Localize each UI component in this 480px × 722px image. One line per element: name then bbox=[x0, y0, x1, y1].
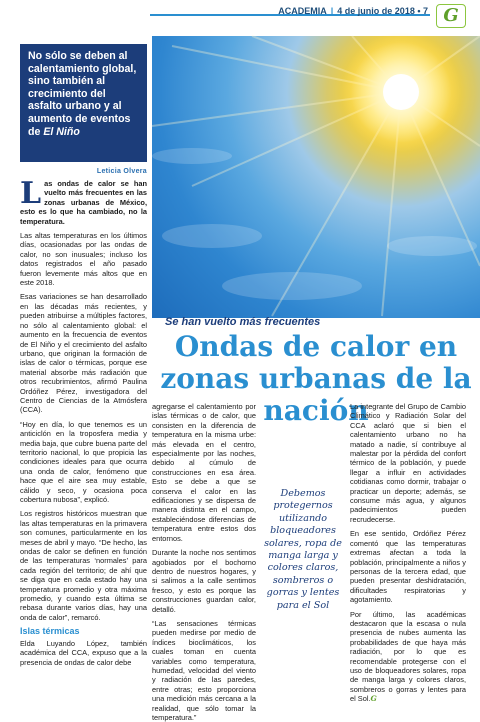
headline-kicker: Se han vuelto más frecuentes bbox=[165, 316, 321, 328]
page-number: 7 bbox=[422, 6, 428, 16]
paragraph: La integrante del Grupo de Cambio Climático y Radiación Solar del CCA aclaró que si bien el calentamiento urbano no ha matado a nadie, sí contribuye al malestar por la pérdida del confort térmico de la población, y puede llegar a influir en actividades cotidianas como dormir, trabajar o practicar un deporte; además, se consume más agua, y algunos padecimientos pueden recrudecerse. bbox=[350, 402, 466, 524]
paragraph: “Las sensaciones térmicas pueden medirse por medio de índices bioclimáticos, los cuales toman en cuenta variables como temperatura, humedad, velocidad del viento y radiación de las paredes, entre otras; esto proporciona una medición más cercana a la realidad, que sólo tomar la temperatura.” bbox=[152, 618, 256, 722]
paragraph bbox=[350, 610, 466, 704]
lead-text: as ondas de calor se han vuelto más frecuentes en las zonas urbanas de México, esto es lo que ha cambiado, no la temperatura. bbox=[20, 179, 147, 226]
pull-quote: Debemos protegernos utilizando bloqueadores solares, ropa de manga larga y colores claros, sombreros o gorras y lentes para el Sol bbox=[264, 488, 342, 611]
closing-text: Por último, las académicas destacaron que la escasa o nula presencia de nubes aumenta las probabilidades de que haya más radiación, por lo que es recomendable protegerse con el uso de bloqueadores solares, ropa de manga larga y colores claros, sombreros o gorras y lentes para el Sol. bbox=[350, 609, 466, 704]
paragraph: agregarse el calentamiento por islas térmicas o de calor, que consisten en la diferencia de temperatura en la misma urbe: más elevada en el centro, especialmente por las noches, debido al cúmulo de construcciones en esa área. Esto se debe a que se conserva el calor en las edificaciones y se dispersa de manera distinta en el campo, estableciéndose diferencias de temperatura entre estos dos entornos. bbox=[152, 402, 256, 543]
author-byline: Leticia Olvera bbox=[96, 168, 147, 175]
gaceta-logo-icon: G bbox=[436, 4, 466, 28]
section-subhead: Islas térmicas bbox=[20, 626, 80, 637]
deck-text: No sólo se deben al calentamiento global, sino también al crecimiento del asfalto urbano y al aumento de eventos de bbox=[28, 50, 137, 138]
header-separator: | bbox=[330, 6, 334, 16]
date-page-separator: • bbox=[414, 6, 423, 16]
end-mark-icon: G bbox=[370, 694, 377, 704]
paragraph: En ese sentido, Ordóñez Pérez comentó que las temperaturas extremas afectan a toda la población, principalmente a niños y personas de la tercera edad, que pueden presentar deshidratación, dificultades respiratorias y agotamiento. bbox=[350, 529, 466, 605]
deck-emphasis: El Niño bbox=[43, 125, 80, 138]
page-header bbox=[0, 0, 480, 30]
article-deck bbox=[20, 44, 147, 162]
right-column bbox=[350, 402, 466, 704]
left-body-text bbox=[20, 176, 147, 667]
header-info bbox=[278, 6, 428, 16]
issue-date: 4 de junio de 2018 bbox=[337, 6, 415, 16]
drop-cap: L bbox=[20, 176, 42, 211]
paragraph bbox=[20, 176, 147, 226]
paragraph: Esas variaciones se han desarrollado en las décadas más recientes, y pueden atribuirse a múltiples factores, no sólo al calentamiento global: el aumento en la frecuencia de eventos de El Niño y el crecimiento del asfalto urbano, que originan la formación de islas de calor o térmicas, porque ese material absorbe más radiación que otros recubrimientos, afirmó Paulina Ordóñez Pérez, investigadora del Centro de Ciencias de la Atmósfera (CCA). bbox=[20, 292, 147, 415]
article-headline: Ondas de calor en zonas urbanas de la nación bbox=[160, 330, 472, 427]
paragraph: Los registros históricos muestran que las altas temperaturas en la primavera son comunes, particularmente en los meses de abril y mayo. “De hecho, las ondas de calor se definen en función de las temperaturas ‘normales’ para cada región del territorio; de ahí que se diga que en cada estado hay una temperatura promedio y otra máxima promedio, y cuando esta última se rebasa durante varios días, hay una onda de calor”, remarcó. bbox=[20, 509, 147, 622]
sun-rays-icon bbox=[152, 36, 480, 318]
sun-sky-photo bbox=[152, 36, 480, 318]
left-column bbox=[20, 44, 147, 694]
section-name: ACADEMIA bbox=[278, 6, 327, 16]
paragraph: Las altas temperaturas en los últimos días, ocasionadas por las ondas de calor, no son inusuales; incluso los datos registrados el año pasado fueron levemente más altos que en este 2018. bbox=[20, 231, 147, 288]
paragraph: “Hoy en día, lo que tenemos es un anticiclón en la troposfera media y media baja, que cubre buena parte del territorio nacional, lo que propicia las condiciones ideales para que ocurra una onda de calor, fenómeno que hace que el aire sea muy estable, cálido y seco, y ocasiona poca cobertura nubosa”, explicó. bbox=[20, 419, 147, 504]
paragraph: Elda Luyando López, también académica del CCA, expuso que a la presencia de ondas de calor debe bbox=[20, 638, 147, 667]
paragraph: Durante la noche nos sentimos agobiados por el bochorno dentro de nuestros hogares, y si salimos a la calle sentimos fresco, y esto es porque las construcciones guardan calor, detalló. bbox=[152, 548, 256, 614]
middle-column bbox=[152, 402, 256, 722]
